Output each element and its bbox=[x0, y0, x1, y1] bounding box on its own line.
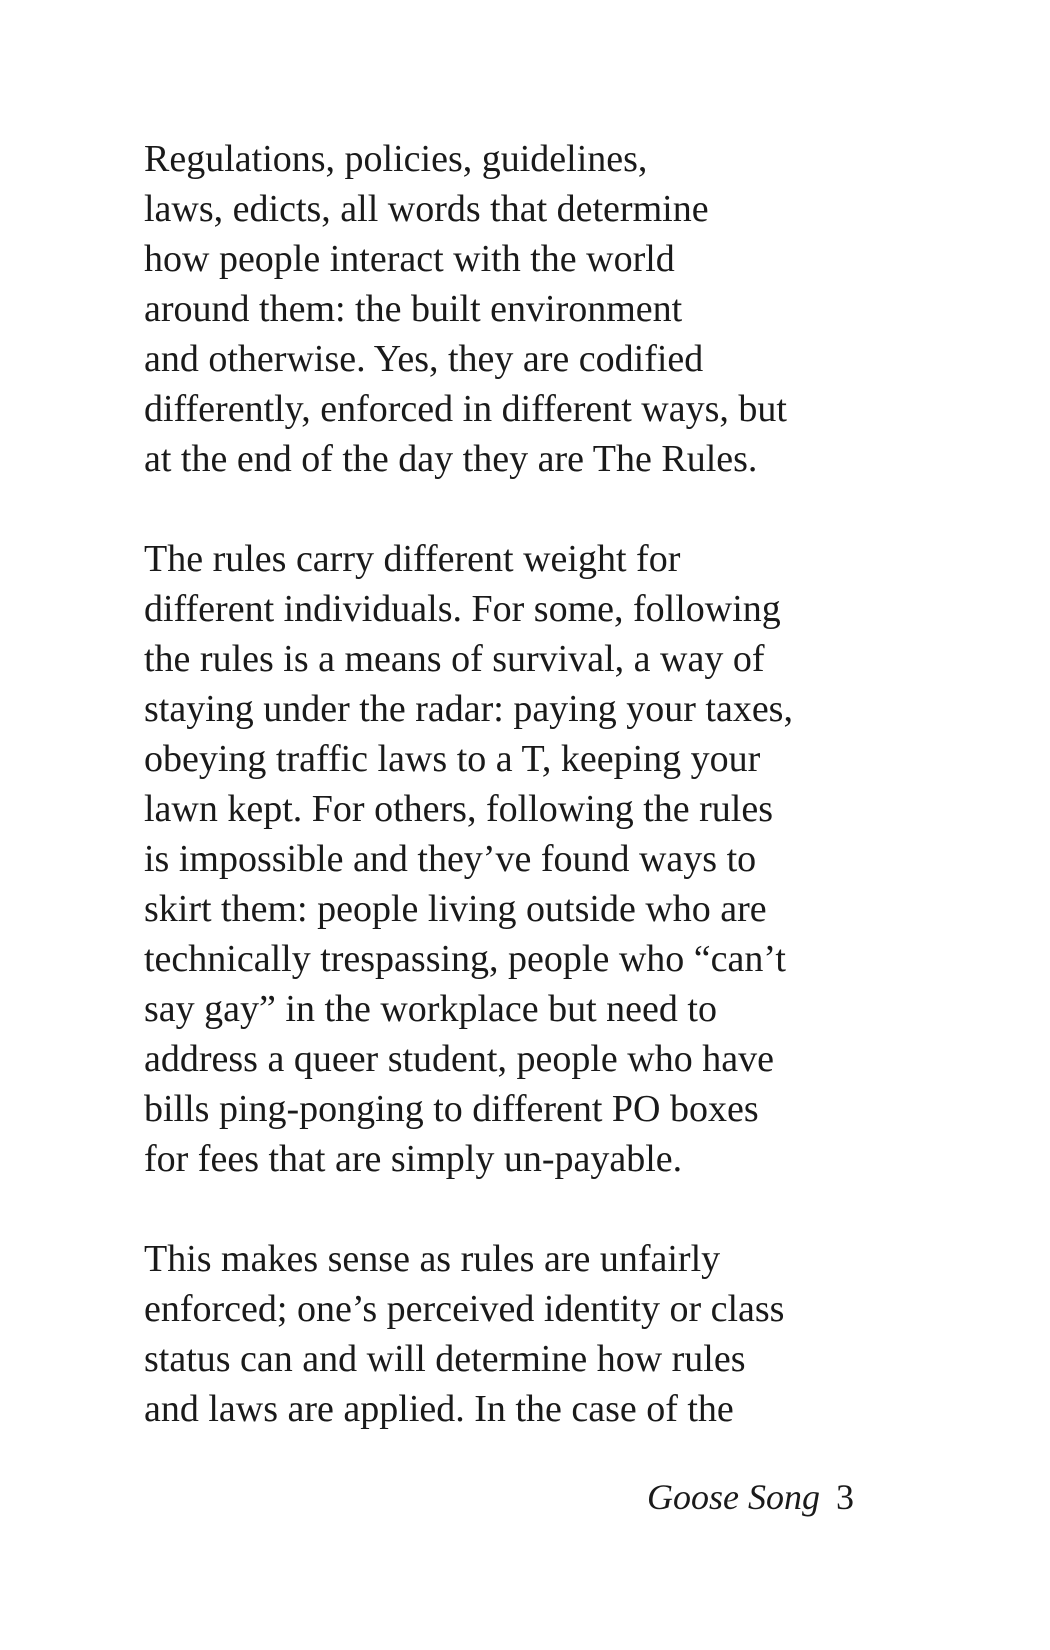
text-line: say gay” in the workplace but need to bbox=[144, 988, 717, 1030]
text-line: and laws are applied. In the case of the bbox=[144, 1388, 734, 1430]
text-line: obeying traffic laws to a T, keeping your bbox=[144, 738, 761, 780]
text-line: The rules carry different weight for bbox=[144, 538, 681, 580]
text-line: status can and will determine how rules bbox=[144, 1338, 746, 1380]
text-line: This makes sense as rules are unfairly bbox=[144, 1238, 721, 1280]
paragraph-1 bbox=[144, 134, 884, 484]
text-line: around them: the built environment bbox=[144, 288, 683, 330]
running-title: Goose Song bbox=[647, 1477, 820, 1517]
paragraph-3 bbox=[144, 1234, 884, 1434]
text-line: and otherwise. Yes, they are codified bbox=[144, 338, 704, 380]
body-text bbox=[144, 134, 884, 1484]
text-line: skirt them: people living outside who are bbox=[144, 888, 767, 930]
text-line: differently, enforced in different ways, but bbox=[144, 388, 787, 430]
text-line: different individuals. For some, following bbox=[144, 588, 781, 630]
text-line: for fees that are simply un-payable. bbox=[144, 1138, 683, 1180]
text-line: laws, edicts, all words that determine bbox=[144, 188, 709, 230]
text-line: at the end of the day they are The Rules. bbox=[144, 438, 758, 480]
page-footer bbox=[647, 1474, 854, 1520]
text-line: address a queer student, people who have bbox=[144, 1038, 774, 1080]
text-line: how people interact with the world bbox=[144, 238, 675, 280]
text-line: is impossible and they’ve found ways to bbox=[144, 838, 757, 880]
text-line: the rules is a means of survival, a way of bbox=[144, 638, 765, 680]
page-number: 3 bbox=[836, 1477, 854, 1517]
paragraph-2 bbox=[144, 534, 884, 1184]
text-line: staying under the radar: paying your taxes, bbox=[144, 688, 793, 730]
text-line: Regulations, policies, guidelines, bbox=[144, 138, 648, 180]
text-line: technically trespassing, people who “can’t bbox=[144, 938, 786, 980]
text-line: bills ping-ponging to different PO boxes bbox=[144, 1088, 759, 1130]
text-line: lawn kept. For others, following the rules bbox=[144, 788, 774, 830]
text-line: enforced; one’s perceived identity or class bbox=[144, 1288, 785, 1330]
